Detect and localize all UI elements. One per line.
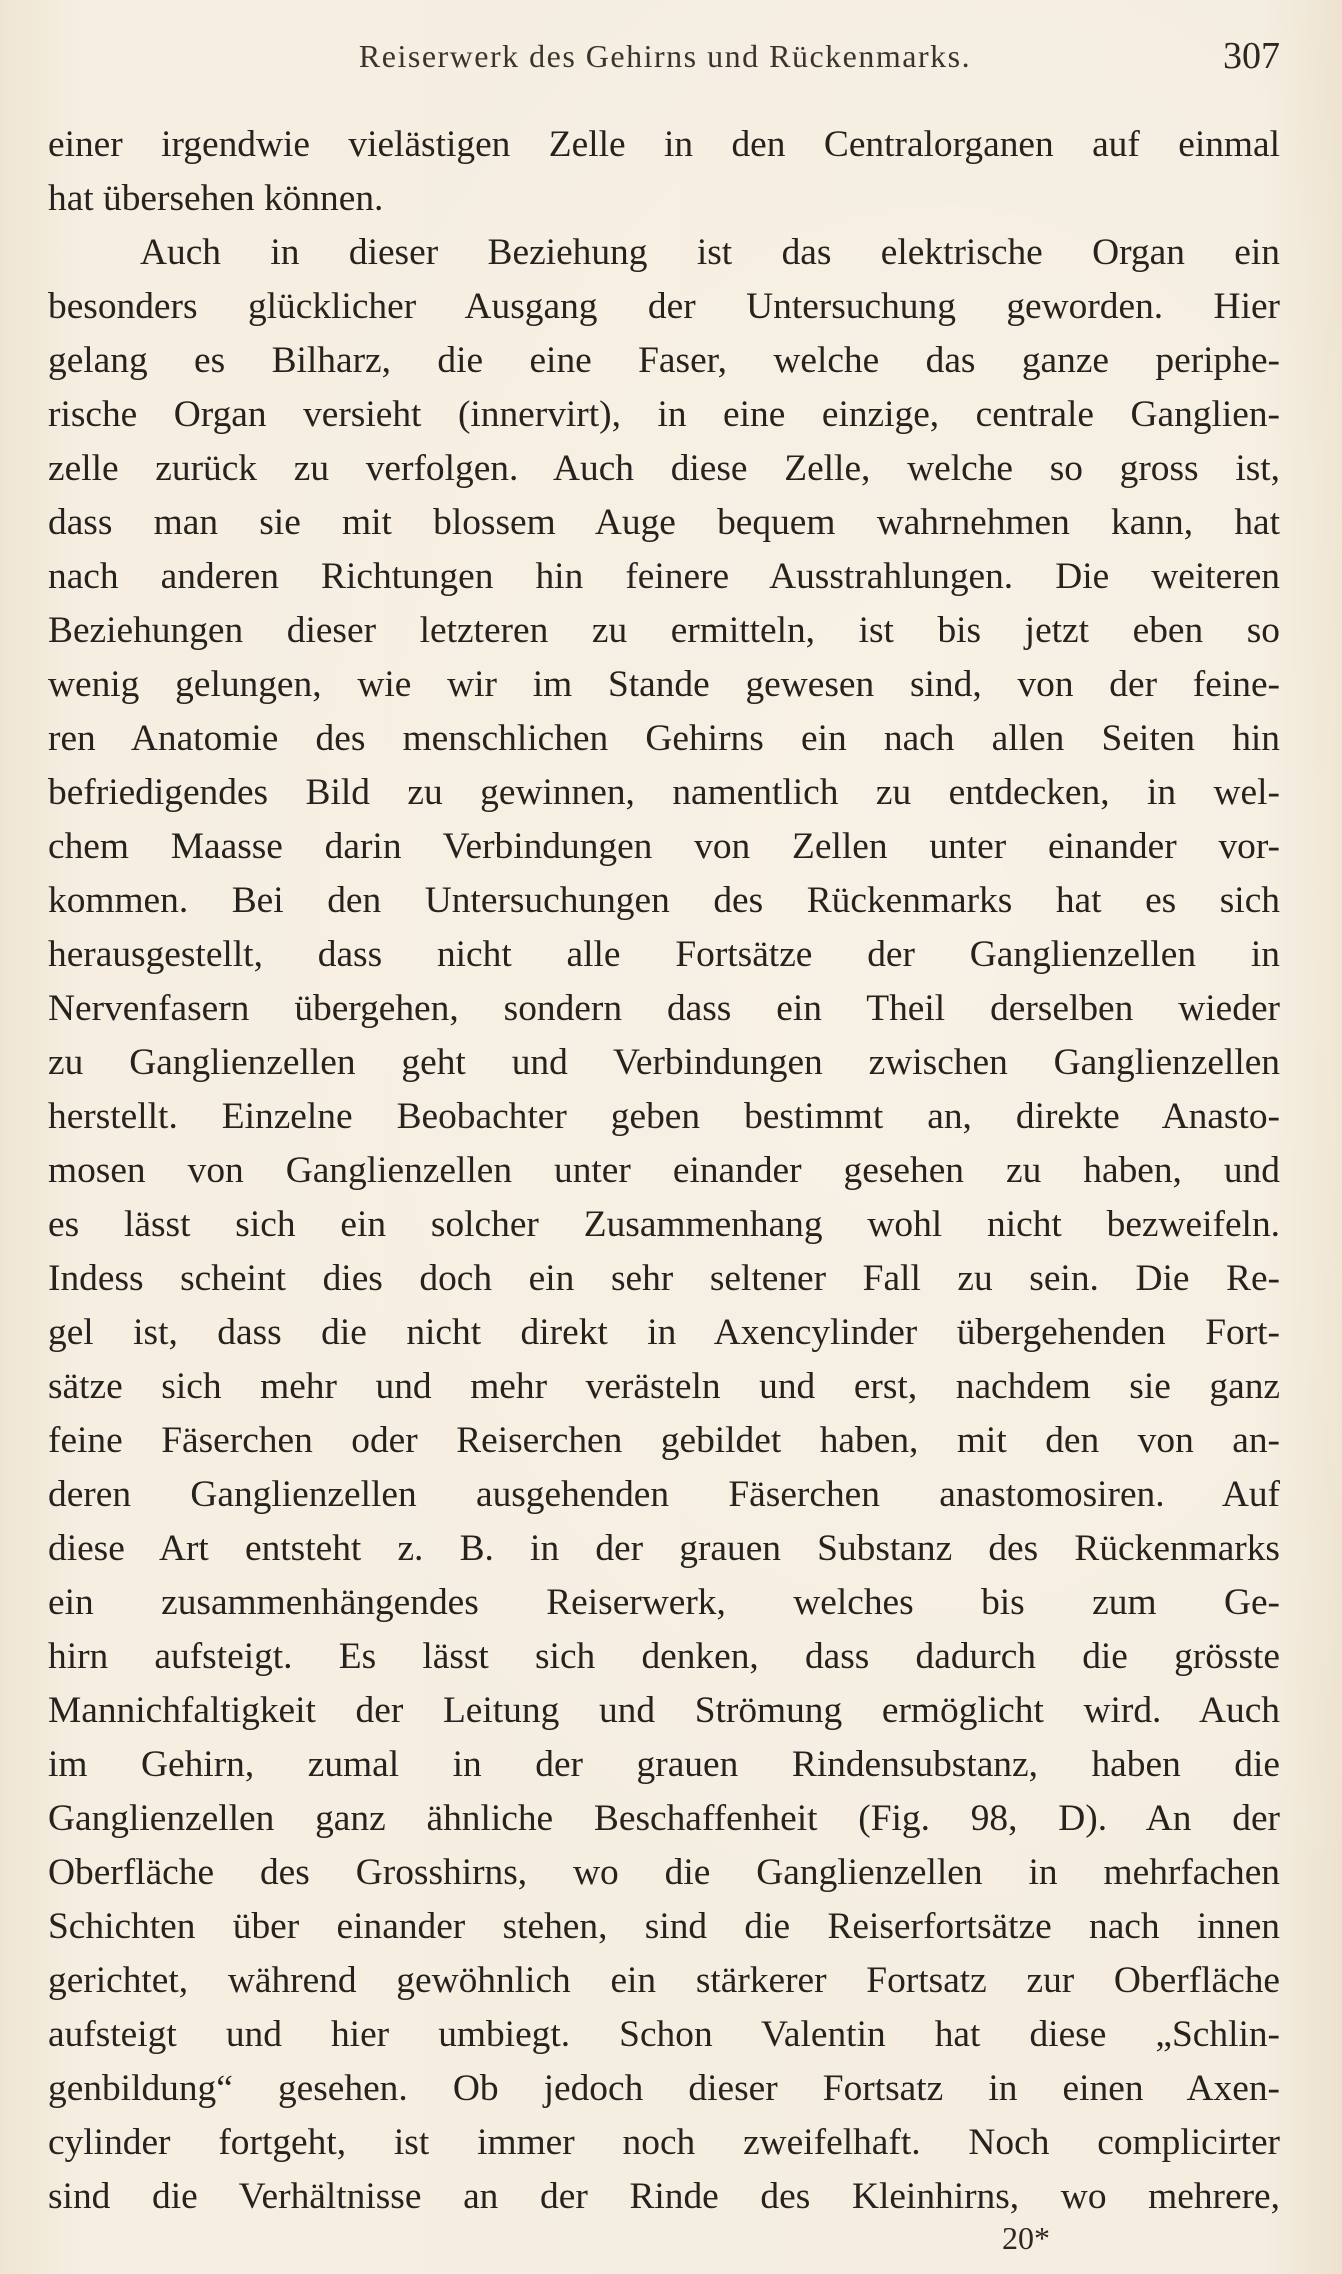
body-text [48, 118, 1280, 2224]
text-line: mosen von Ganglienzellen unter einander gesehen zu haben, und [48, 1150, 1280, 1191]
text-line: besonders glücklicher Ausgang der Untersuchung geworden. Hier [48, 286, 1280, 327]
running-header [50, 34, 1280, 86]
text-line: im Gehirn, zumal in der grauen Rindensubstanz, haben die [48, 1744, 1280, 1785]
text-line: chem Maasse darin Verbindungen von Zellen unter einander vor- [48, 826, 1280, 867]
running-title: Reiserwerk des Gehirns und Rückenmarks. [358, 38, 972, 74]
text-line: zu Ganglienzellen geht und Verbindungen zwischen Ganglienzellen [48, 1042, 1280, 1083]
text-line: aufsteigt und hier umbiegt. Schon Valentin hat diese „Schlin- [48, 2014, 1280, 2055]
text-line: rische Organ versieht (innervirt), in eine einzige, centrale Ganglien- [48, 394, 1280, 435]
text-line: gel ist, dass die nicht direkt in Axencylinder übergehenden Fort- [48, 1312, 1280, 1353]
text-line: hirn aufsteigt. Es lässt sich denken, dass dadurch die grösste [48, 1636, 1280, 1677]
text-line: Nervenfasern übergehen, sondern dass ein Theil derselben wieder [48, 988, 1280, 1029]
text-line: Indess scheint dies doch ein sehr seltener Fall zu sein. Die Re- [48, 1258, 1280, 1299]
text-line: Ganglienzellen ganz ähnliche Beschaffenheit (Fig. 98, D). An der [48, 1798, 1280, 1839]
text-line: cylinder fortgeht, ist immer noch zweifelhaft. Noch complicirter [48, 2122, 1280, 2163]
text-line: ren Anatomie des menschlichen Gehirns ein nach allen Seiten hin [48, 718, 1280, 759]
text-line-paragraph-start: Auch in dieser Beziehung ist das elektrische Organ ein [140, 232, 1280, 273]
text-line: deren Ganglienzellen ausgehenden Fäserchen anastomosiren. Auf [48, 1474, 1280, 1515]
text-line: einer irgendwie vielästigen Zelle in den Centralorganen auf einmal [48, 124, 1280, 165]
text-line: feine Fäserchen oder Reiserchen gebildet haben, mit den von an- [48, 1420, 1280, 1461]
text-line: genbildung“ gesehen. Ob jedoch dieser Fortsatz in einen Axen- [48, 2068, 1280, 2109]
text-line: zelle zurück zu verfolgen. Auch diese Zelle, welche so gross ist, [48, 448, 1280, 489]
text-line: herstellt. Einzelne Beobachter geben bestimmt an, direkte Anasto- [48, 1096, 1280, 1137]
text-line: hat übersehen können. [48, 178, 384, 219]
text-line: sind die Verhältnisse an der Rinde des Kleinhirns, wo mehrere, [48, 2176, 1280, 2217]
text-line: gerichtet, während gewöhnlich ein stärkerer Fortsatz zur Oberfläche [48, 1960, 1280, 2001]
text-line: Schichten über einander stehen, sind die Reiserfortsätze nach innen [48, 1906, 1280, 1947]
text-line: gelang es Bilharz, die eine Faser, welche das ganze periphe- [48, 340, 1280, 381]
text-line: Mannichfaltigkeit der Leitung und Strömung ermöglicht wird. Auch [48, 1690, 1280, 1731]
text-line: es lässt sich ein solcher Zusammenhang wohl nicht bezweifeln. [48, 1204, 1280, 1245]
text-line: Oberfläche des Grosshirns, wo die Ganglienzellen in mehrfachen [48, 1852, 1280, 1893]
text-line: diese Art entsteht z. B. in der grauen Substanz des Rückenmarks [48, 1528, 1280, 1569]
text-line: sätze sich mehr und mehr verästeln und erst, nachdem sie ganz [48, 1366, 1280, 1407]
text-line: kommen. Bei den Untersuchungen des Rückenmarks hat es sich [48, 880, 1280, 921]
text-line: Beziehungen dieser letzteren zu ermitteln, ist bis jetzt eben so [48, 610, 1280, 651]
text-line: herausgestellt, dass nicht alle Fortsätze der Ganglienzellen in [48, 934, 1280, 975]
text-line: wenig gelungen, wie wir im Stande gewesen sind, von der feine- [48, 664, 1280, 705]
text-line: dass man sie mit blossem Auge bequem wahrnehmen kann, hat [48, 502, 1280, 543]
text-line: befriedigendes Bild zu gewinnen, namentlich zu entdecken, in wel- [48, 772, 1280, 813]
text-line: ein zusammenhängendes Reiserwerk, welches bis zum Ge- [48, 1582, 1280, 1623]
text-line: nach anderen Richtungen hin feinere Ausstrahlungen. Die weiteren [48, 556, 1280, 597]
signature-mark: 20* [1002, 2220, 1050, 2256]
page-number: 307 [1223, 35, 1280, 77]
